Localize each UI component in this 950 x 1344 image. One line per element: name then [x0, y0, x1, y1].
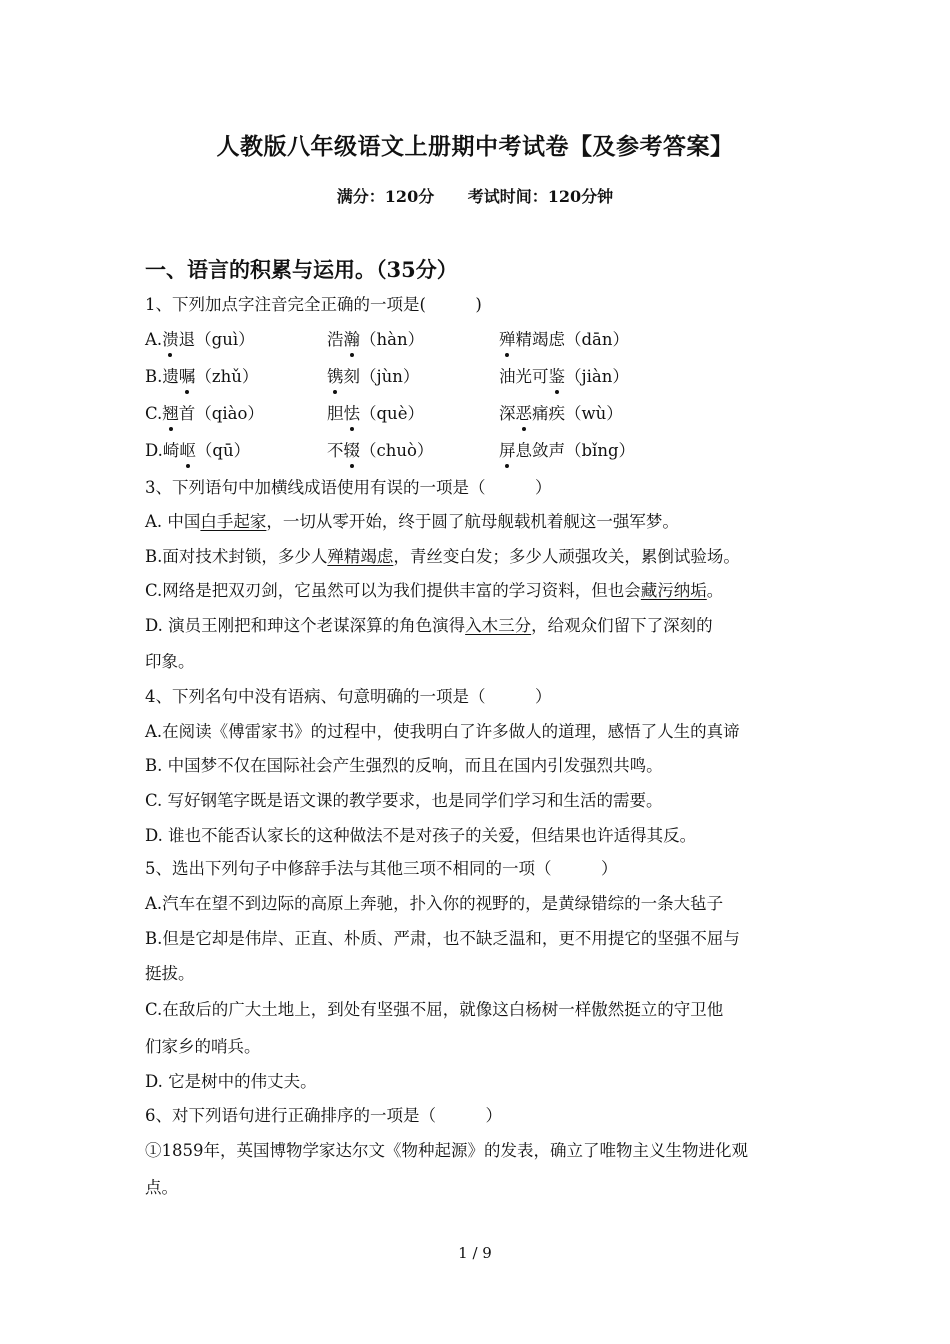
q1-option-a [145, 328, 810, 352]
q4-option-a: A.在阅读《傅雷家书》的过程中，使我明白了许多做人的道理，感悟了人生的真谛 [145, 722, 740, 741]
q4-stem: 4、下列名句中没有语病、句意明确的一项是（ ） [145, 687, 552, 706]
q1-c-item1: C.翘首（qiào） [145, 402, 327, 426]
q5-option-b-cont: 挺拔。 [145, 964, 195, 983]
underlined-idiom: 入木三分 [465, 616, 532, 635]
q1-d-item2: 不辍（chuò） [327, 439, 499, 463]
exam-info [0, 184, 950, 207]
q3-option-d-cont: 印象。 [145, 652, 195, 671]
q5-option-c: C.在敌后的广大土地上，到处有坚强不屈，就像这白杨树一样傲然挺立的守卫他 [145, 1000, 724, 1019]
underlined-idiom: 白手起家 [200, 512, 267, 531]
underlined-idiom: 藏污纳垢 [640, 581, 707, 600]
q1-d-item3: 屏息敛声（bǐng） [499, 439, 635, 463]
q5-stem: 5、选出下列句子中修辞手法与其他三项不相同的一项（ ） [145, 859, 618, 878]
q1-option-d [145, 439, 810, 463]
q6-sentence-1-cont: 点。 [145, 1178, 178, 1197]
q1-a-item1: A.溃退（guì） [145, 328, 327, 352]
q3-option-d: D. 演员王刚把和珅这个老谋深算的角色演得入木三分，给观众们留下了深刻的 [145, 616, 713, 635]
q5-option-a: A.汽车在望不到边际的高原上奔驰，扑入你的视野的，是黄绿错综的一条大毡子 [145, 894, 724, 913]
section-heading: 一、语言的积累与运用。（35分） [145, 257, 458, 282]
q1-a-item3: 殚精竭虑（dān） [499, 328, 629, 352]
q5-option-b: B.但是它却是伟岸、正直、朴质、严肃，也不缺乏温和，更不用提它的坚强不屈与 [145, 929, 740, 948]
q3-option-b: B.面对技术封锁，多少人殚精竭虑，青丝变白发；多少人顽强攻关，累倒试验场。 [145, 547, 740, 566]
q5-option-d: D. 它是树中的伟丈夫。 [145, 1072, 317, 1091]
q6-sentence-1: ①1859年，英国博物学家达尔文《物种起源》的发表，确立了唯物主义生物进化观 [145, 1141, 748, 1160]
q1-b-item2: 镌刻（jùn） [327, 365, 499, 389]
q5-option-c-cont: 们家乡的哨兵。 [145, 1037, 261, 1056]
q1-option-b [145, 365, 810, 389]
q1-d-item1: D.崎岖（qū） [145, 439, 327, 463]
page-number: 1 / 9 [458, 1244, 492, 1262]
q3-option-c: C.网络是把双刃剑，它虽然可以为我们提供丰富的学习资料，但也会藏污纳垢。 [145, 581, 724, 600]
q3-option-a: A. 中国白手起家，一切从零开始，终于圆了航母舰载机着舰这一强军梦。 [145, 512, 679, 531]
q1-b-item1: B.遗嘱（zhǔ） [145, 365, 327, 389]
q1-b-item3: 油光可鉴（jiàn） [499, 365, 629, 389]
q1-c-item2: 胆怯（què） [327, 402, 499, 426]
q3-stem: 3、下列语句中加横线成语使用有误的一项是（ ） [145, 478, 552, 497]
underlined-idiom: 殚精竭虑 [327, 547, 394, 566]
q1-a-item2: 浩瀚（hàn） [327, 328, 499, 352]
q1-c-item3: 深恶痛疾（wù） [499, 402, 623, 426]
q1-option-c [145, 402, 810, 426]
q6-stem: 6、对下列语句进行正确排序的一项是（ ） [145, 1106, 502, 1125]
q4-option-d: D. 谁也不能否认家长的这种做法不是对孩子的关爱，但结果也许适得其反。 [145, 826, 697, 845]
exam-time: 考试时间：120分钟 [467, 187, 614, 206]
full-score: 满分：120分 [336, 187, 435, 206]
page-title: 人教版八年级语文上册期中考试卷【及参考答案】 [216, 133, 734, 160]
q4-option-c: C. 写好钢笔字既是语文课的教学要求，也是同学们学习和生活的需要。 [145, 791, 663, 810]
q4-option-b: B. 中国梦不仅在国际社会产生强烈的反响，而且在国内引发强烈共鸣。 [145, 756, 663, 775]
q1-stem: 1、下列加点字注音完全正确的一项是( ) [145, 295, 482, 314]
